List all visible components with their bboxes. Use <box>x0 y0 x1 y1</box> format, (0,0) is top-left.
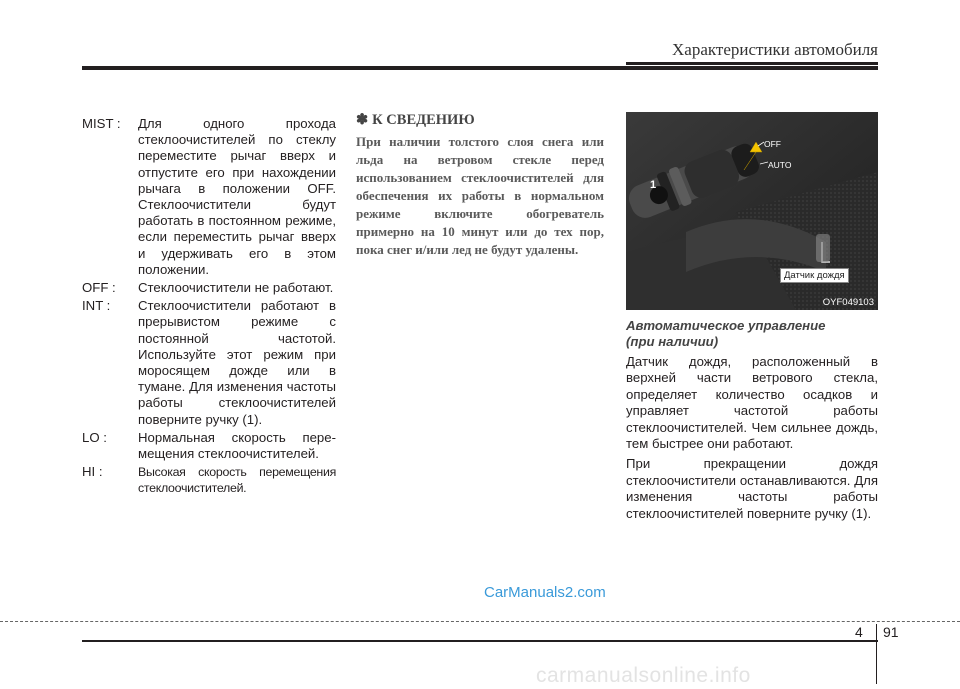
mode-desc: Стеклоочистители работают в прерывистом режиме с постоянной частотой. Используйте этот режим при моросящем дожде или в тумане. Для изменения частоты работы стеклоочистителей поверните ручку (1). <box>138 298 336 427</box>
carmanuals-watermark[interactable]: CarManuals2.com <box>484 584 606 601</box>
mode-desc: Высокая скорость перемещения стеклоочистителей. <box>138 465 336 496</box>
mode-lo <box>82 430 336 462</box>
mode-int <box>82 298 336 428</box>
note-star-icon: ✽ <box>356 112 369 128</box>
mode-term: MIST : <box>82 116 121 131</box>
note-title-text: К СВЕДЕНИЮ <box>372 112 475 128</box>
mode-term: LO : <box>82 429 107 445</box>
header-rule <box>82 66 878 70</box>
footer-dashed-rule <box>0 621 960 622</box>
site-watermark: carmanualsonline.info <box>536 664 751 687</box>
auto-control-section <box>626 112 878 522</box>
auto-title-line1: Автоматическое управление <box>626 318 826 333</box>
auto-title-line2: (при наличии) <box>626 334 719 349</box>
header-accent-rule <box>626 62 878 65</box>
note-title <box>356 112 604 129</box>
page-number: 91 <box>883 624 899 640</box>
footer-rule <box>82 640 878 642</box>
figure-code: OYF049103 <box>822 297 874 308</box>
auto-section-title <box>626 318 878 350</box>
mode-term: INT : <box>82 298 111 314</box>
mode-desc: Нормальная скорость пере-мещения стеклоочистителей. <box>138 429 336 462</box>
mode-off <box>82 280 336 296</box>
mode-mist <box>82 116 336 278</box>
chapter-number: 4 <box>855 624 863 640</box>
page-header-title: Характеристики автомобиля <box>672 40 878 59</box>
mode-desc: Для одного прохода стеклоочистителей по стеклу переместите рычаг вверх и отпустите его при нахождении рычага в положении OFF. Стеклоочистители будут работать в постоянном режиме, если переместить рычаг вверх и удерживать его в этом положении. <box>138 116 336 277</box>
label-rain-sensor: Датчик дождя <box>780 268 849 283</box>
note-body: При наличии толстого слоя снега или льда на ветровом стекле перед использованием стеклоочистителей для обеспечения их работы в нормальном режиме включите обогреватель примерно на 10 минут или до тех пор, пока снег и/или лед не будут удалены. <box>356 134 604 257</box>
info-note <box>356 112 604 259</box>
label-auto: AUTO <box>768 160 792 170</box>
wiper-modes-list <box>82 116 336 499</box>
auto-paragraph-2: При прекращении дождя стеклоочистители останавливаются. Для изменения частоты работы стеклоочистителей поверните ручку (1). <box>626 456 878 521</box>
mode-term: HI : <box>82 464 103 480</box>
knob-number-label: 1 <box>650 179 657 191</box>
mode-hi <box>82 464 336 496</box>
mode-desc: Стеклоочистители не работают. <box>138 280 334 296</box>
page-number-divider <box>876 624 877 684</box>
label-off: OFF <box>764 139 781 149</box>
mode-term: OFF : <box>82 280 116 296</box>
wiper-stalk-photo <box>626 112 878 310</box>
auto-paragraph-1: Датчик дождя, расположенный в верхней части ветрового стекла, определяет количество осадков и управляет частотой работы стеклоочистителей. Чем сильнее дождь, тем быстрее они работают. <box>626 354 878 452</box>
